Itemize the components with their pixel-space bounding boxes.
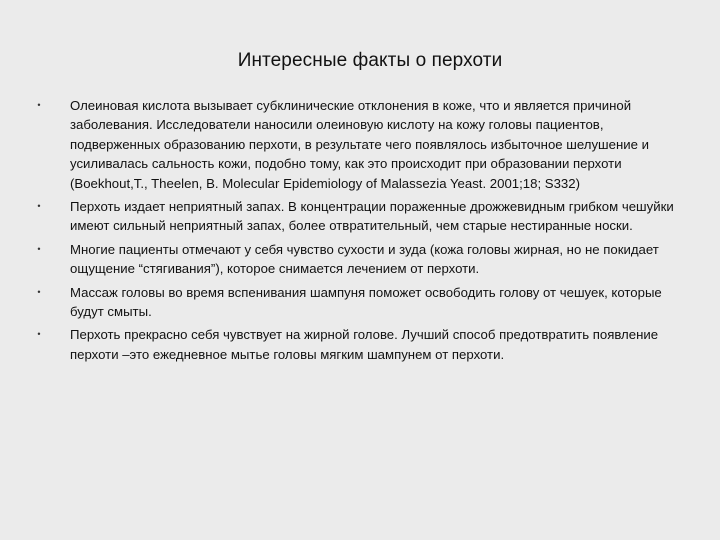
slide-title: Интересные факты о перхоти: [237, 50, 503, 71]
bullet-icon: •: [37, 201, 41, 212]
fact-item: [36, 325, 696, 364]
facts-list: [36, 96, 696, 368]
fact-text: Многие пациенты отмечают у себя чувство сухости и зуда (кожа головы жирная, но не покидает ощущение “стягивания”), которое снимается лечением от перхоти.: [70, 241, 659, 277]
fact-text: Массаж головы во время вспенивания шампуня поможет освободить голову от чешуек, которые будут смыты.: [70, 284, 662, 320]
bullet-icon: •: [37, 243, 41, 254]
fact-text: Перхоть издает неприятный запах. В концентрации пораженные дрожжевидным грибком чешуйки имеют сильный неприятный запах, более отвратительный, чем старые нестиранные носки.: [70, 199, 674, 234]
bullet-icon: •: [37, 100, 41, 110]
fact-item: [36, 240, 696, 279]
fact-item: [36, 96, 696, 193]
bullet-icon: •: [37, 329, 41, 340]
fact-text: Перхоть прекрасно себя чувствует на жирной голове. Лучший способ предотвратить появление перхоти –это ежедневное мытье головы мягким шампунем от перхоти.: [70, 327, 659, 362]
bullet-icon: •: [37, 286, 41, 297]
fact-text: Олеиновая кислота вызывает субклинические отклонения в коже, что и является причиной заболевания. Исследователи наносили олеиновую кислоту на кожу головы пациентов, подверженных образованию перхоти, в результате чего появлялось избыточное шелушение и усиливалась сальность кожи, подобно тому, как это происходит при образовании перхоти (Boekhout,T., Theelen, B. Molecular Epidemiology of Malassezia Yeast. 2001;18; S332): [70, 98, 649, 191]
fact-item: [36, 283, 696, 322]
fact-item: [36, 197, 696, 236]
